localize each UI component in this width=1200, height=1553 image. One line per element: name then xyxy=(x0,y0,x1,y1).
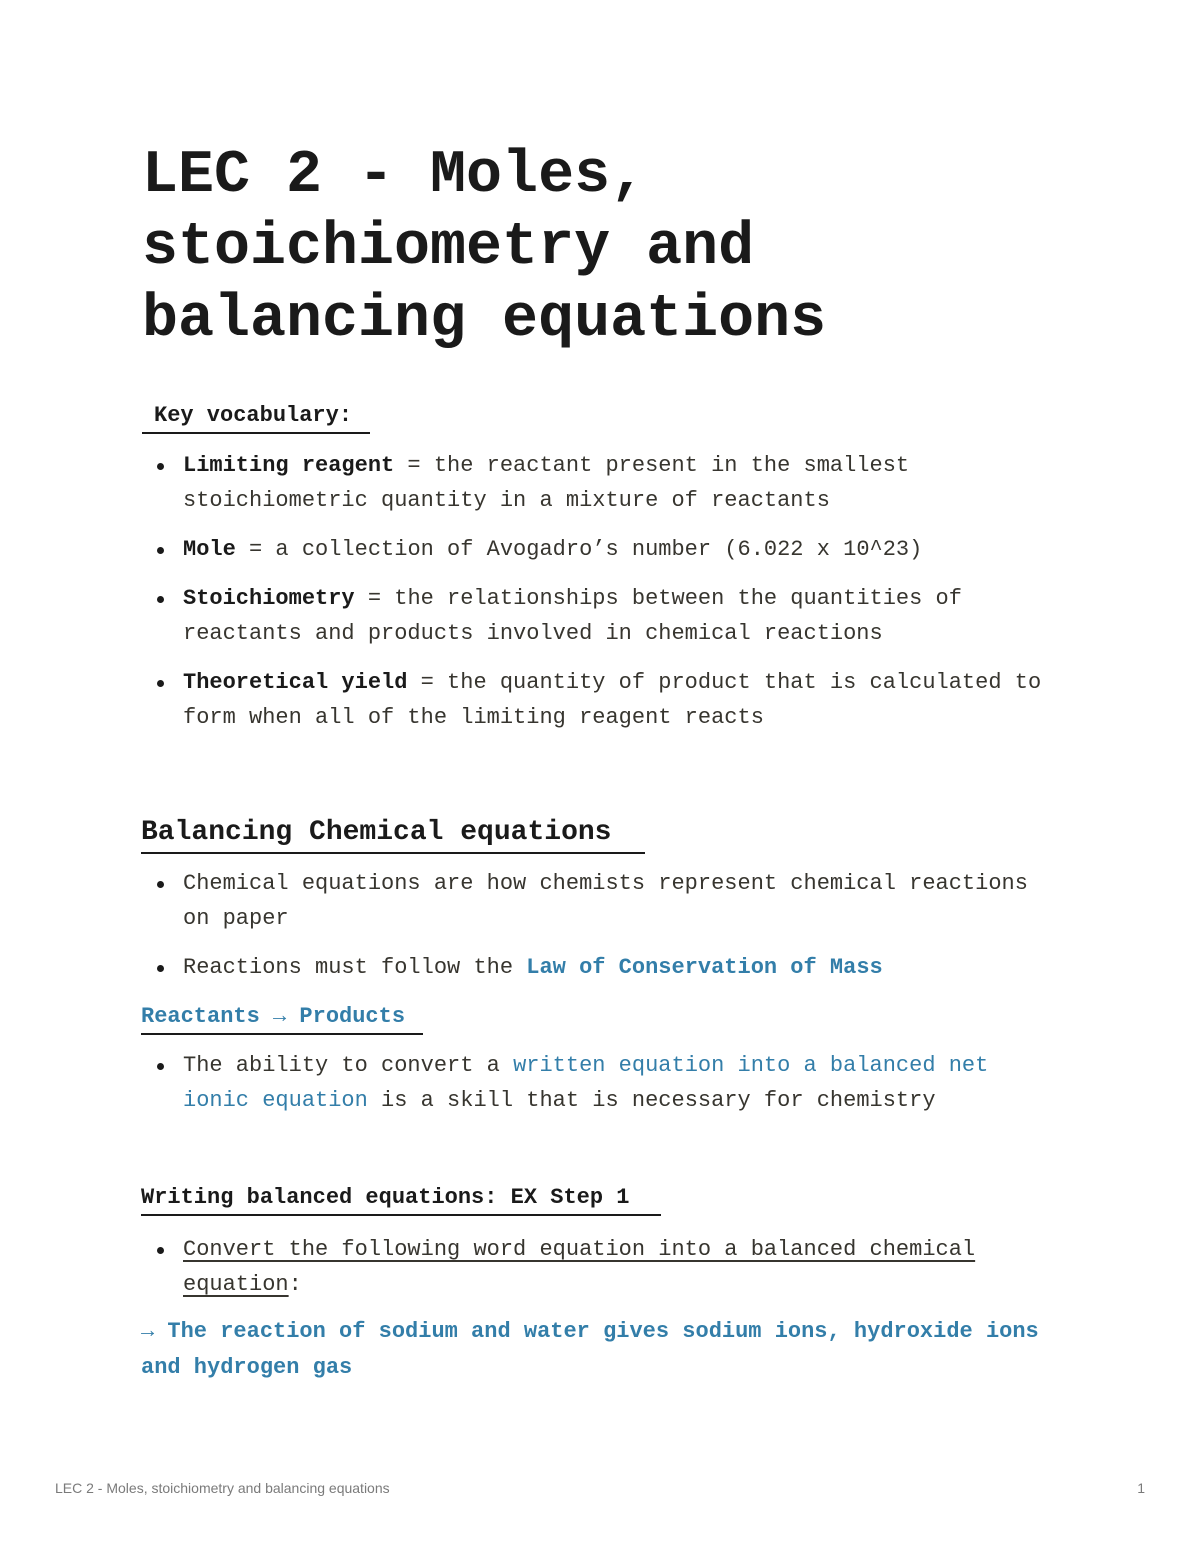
vocab-term: Theoretical yield xyxy=(183,670,408,695)
reaction-statement: → The reaction of sodium and water gives sodium ions, hydroxide ions and hydrogen gas xyxy=(141,1319,1039,1380)
list-item xyxy=(150,866,1050,936)
reactants-pre-text: The ability to convert a xyxy=(183,1053,514,1078)
vocab-definition: = the relationships between the quantities of reactants and products involved in chemical reactions xyxy=(183,586,962,646)
balancing-heading: Balancing Chemical equations xyxy=(141,814,645,854)
vocabulary-list xyxy=(150,448,1050,749)
list-item xyxy=(150,1048,1050,1118)
balancing-list xyxy=(150,866,1050,999)
law-of-conservation-text: Law of Conservation of Mass xyxy=(526,955,883,980)
writing-equations-heading: Writing balanced equations: EX Step 1 xyxy=(141,1182,661,1216)
vocab-item-limiting-reagent xyxy=(150,448,1050,518)
vocab-definition: = a collection of Avogadro’s number (6.022 x 10^23) xyxy=(235,537,923,562)
reactants-list xyxy=(150,1048,1050,1132)
reactants-post-text: is a skill that is necessary for chemistry xyxy=(367,1088,936,1113)
reactants-highlight-text: written equation into a balanced net ionic equation xyxy=(183,1053,989,1113)
footer-title: LEC 2 - Moles, stoichiometry and balancing equations xyxy=(55,1480,390,1496)
vocab-item-mole xyxy=(150,532,1050,567)
vocab-definition: = the reactant present in the smallest stoichiometric quantity in a mixture of reactants xyxy=(183,453,910,513)
balancing-item-2-text: Reactions must follow the xyxy=(183,955,527,980)
vocab-definition: = the quantity of product that is calculated to form when all of the limiting reagent reacts xyxy=(183,670,1042,730)
title-line-1: LEC 2 - Moles, xyxy=(142,142,647,210)
title-line-2: stoichiometry and xyxy=(142,214,755,282)
vocab-item-stoichiometry xyxy=(150,581,1050,651)
title-line-3: balancing equations xyxy=(142,286,827,354)
vocab-term: Limiting reagent xyxy=(183,453,395,478)
convert-instruction-colon: : xyxy=(288,1272,302,1297)
convert-instruction-text: Convert the following word equation into a balanced chemical equation xyxy=(183,1237,976,1297)
reactants-products-heading: Reactants → Products xyxy=(141,1001,423,1035)
page-number: 1 xyxy=(1137,1480,1145,1496)
vocab-item-theoretical-yield xyxy=(150,665,1050,735)
key-vocabulary-heading: Key vocabulary: xyxy=(142,400,370,434)
vocab-term: Mole xyxy=(183,537,236,562)
vocab-term: Stoichiometry xyxy=(183,586,355,611)
list-item xyxy=(150,950,1050,985)
writing-list xyxy=(150,1232,1050,1316)
page-title xyxy=(142,140,1082,356)
list-item xyxy=(150,1232,1050,1302)
balancing-item-1: Chemical equations are how chemists represent chemical reactions on paper xyxy=(183,871,1028,931)
